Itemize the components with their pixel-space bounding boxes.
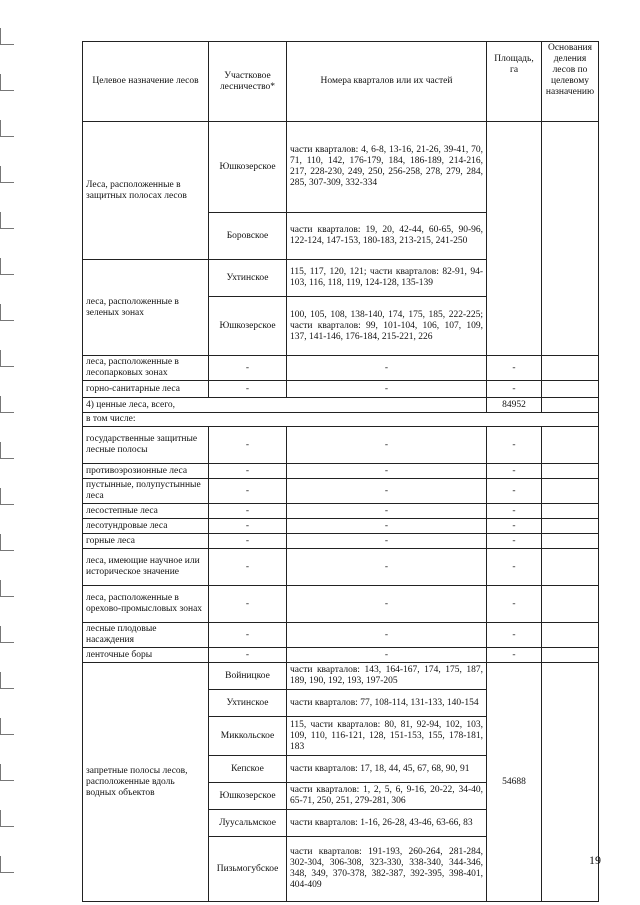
purpose-cell: противоэрозионные леса — [83, 464, 209, 479]
area-cell: 54688 — [487, 663, 542, 902]
district-cell: - — [209, 586, 287, 623]
table-row — [83, 519, 599, 534]
subheading-cell: в том числе: — [83, 413, 599, 427]
table-row — [83, 663, 599, 690]
district-cell: - — [209, 479, 287, 504]
binding-mark — [0, 258, 14, 275]
area-cell: - — [487, 519, 542, 534]
area-cell: - — [487, 381, 542, 398]
quarters-cell: - — [287, 381, 487, 398]
quarters-cell: - — [287, 534, 487, 549]
basis-cell — [542, 504, 599, 519]
basis-cell — [542, 549, 599, 586]
quarters-cell: части кварталов: 1-16, 26-28, 43-46, 63-66, 83 — [287, 810, 487, 837]
table-row — [83, 398, 599, 413]
quarters-cell: - — [287, 648, 487, 663]
district-cell: Миккольское — [209, 717, 287, 756]
area-cell — [487, 122, 542, 356]
binding-mark — [0, 810, 14, 827]
district-cell: - — [209, 381, 287, 398]
table-row — [83, 504, 599, 519]
area-cell: - — [487, 356, 542, 381]
binding-mark — [0, 350, 14, 367]
quarters-cell: части кварталов: 191-193, 260-264, 281-284, 302-304, 306-308, 323-330, 338-340, 344-346, 348, 349, 370-378, 382-387, 392-395, 398-401, 404-409 — [287, 837, 487, 902]
binding-mark — [0, 718, 14, 735]
district-cell: Войницкое — [209, 663, 287, 690]
quarters-cell: - — [287, 464, 487, 479]
table-row — [83, 381, 599, 398]
quarters-cell: части кварталов: 17, 18, 44, 45, 67, 68, 90, 91 — [287, 756, 487, 783]
district-cell: Кепское — [209, 756, 287, 783]
quarters-cell: - — [287, 519, 487, 534]
district-cell: - — [209, 623, 287, 648]
quarters-cell: - — [287, 356, 487, 381]
header-purpose: Целевое назначение лесов — [83, 42, 209, 122]
table-row — [83, 413, 599, 427]
quarters-cell: - — [287, 427, 487, 464]
binding-mark — [0, 488, 14, 505]
district-cell: - — [209, 504, 287, 519]
binding-mark — [0, 442, 14, 459]
district-cell: - — [209, 534, 287, 549]
binding-mark — [0, 304, 14, 321]
district-cell: Юшкозерское — [209, 122, 287, 213]
basis-cell — [542, 534, 599, 549]
binding-mark — [0, 672, 14, 689]
header-basis: Основания деления лесов по целевому назначению — [542, 42, 599, 122]
table-row — [83, 549, 599, 586]
quarters-cell: части кварталов: 19, 20, 42-44, 60-65, 90-96, 122-124, 147-153, 180-183, 213-215, 241-250 — [287, 213, 487, 260]
basis-cell — [542, 479, 599, 504]
quarters-cell: - — [287, 479, 487, 504]
binding-mark — [0, 74, 14, 91]
header-district: Участковое лесничество* — [209, 42, 287, 122]
quarters-cell: 100, 105, 108, 138-140, 174, 175, 185, 222-225; части кварталов: 99, 101-104, 106, 107, 109, 137, 141-146, 176-184, 215-221, 226 — [287, 297, 487, 356]
quarters-cell: части кварталов: 143, 164-167, 174, 175, 187, 189, 190, 192, 193, 197-205 — [287, 663, 487, 690]
table-row — [83, 534, 599, 549]
area-cell: - — [487, 504, 542, 519]
basis-cell — [542, 427, 599, 464]
quarters-cell: части кварталов: 1, 2, 5, 6, 9-16, 20-22, 34-40, 65-71, 250, 251, 279-281, 306 — [287, 783, 487, 810]
basis-cell — [542, 648, 599, 663]
basis-cell — [542, 586, 599, 623]
district-cell: Юшкозерское — [209, 297, 287, 356]
table-row — [83, 648, 599, 663]
district-cell: - — [209, 356, 287, 381]
quarters-cell: части кварталов: 4, 6-8, 13-16, 21-26, 39-41, 70, 71, 110, 142, 176-179, 184, 186-189, 214-216, 217, 228-230, 249, 250, 256-258, 278, 279, 284, 285, 307-309, 332-334 — [287, 122, 487, 213]
district-cell: Пизьмогубское — [209, 837, 287, 902]
binding-mark — [0, 580, 14, 597]
area-cell: - — [487, 479, 542, 504]
district-cell: Ухтинское — [209, 260, 287, 297]
purpose-cell: пустынные, полупустынные леса — [83, 479, 209, 504]
table-row — [83, 427, 599, 464]
area-cell: - — [487, 534, 542, 549]
purpose-cell: лесостепные леса — [83, 504, 209, 519]
binding-mark — [0, 212, 14, 229]
district-cell: - — [209, 549, 287, 586]
forest-purpose-table — [82, 41, 599, 902]
binding-mark — [0, 534, 14, 551]
area-cell: - — [487, 623, 542, 648]
district-cell: Ухтинское — [209, 690, 287, 717]
purpose-cell: леса, расположенные в лесопарковых зонах — [83, 356, 209, 381]
header-area: Площадь, га — [487, 42, 542, 122]
table-row — [83, 623, 599, 648]
basis-cell — [542, 464, 599, 479]
quarters-cell: - — [287, 504, 487, 519]
quarters-cell: - — [287, 623, 487, 648]
basis-cell — [542, 398, 599, 413]
district-cell: Луусальмское — [209, 810, 287, 837]
quarters-cell: 115, 117, 120, 121; части кварталов: 82-91, 94-103, 116, 118, 119, 124-128, 135-139 — [287, 260, 487, 297]
quarters-cell: - — [287, 586, 487, 623]
header-quarters: Номера кварталов или их частей — [287, 42, 487, 122]
district-cell: - — [209, 519, 287, 534]
binding-mark — [0, 396, 14, 413]
basis-cell — [542, 356, 599, 381]
area-cell: - — [487, 549, 542, 586]
page-number: 19 — [589, 853, 601, 867]
district-cell: Юшкозерское — [209, 783, 287, 810]
binding-mark — [0, 120, 14, 137]
purpose-cell: Леса, расположенные в защитных полосах лесов — [83, 122, 209, 260]
purpose-cell: 4) ценные леса, всего, — [83, 398, 487, 413]
purpose-cell: леса, расположенные в зеленых зонах — [83, 260, 209, 356]
quarters-cell: - — [287, 549, 487, 586]
purpose-cell: горные леса — [83, 534, 209, 549]
binding-mark — [0, 166, 14, 183]
quarters-cell: части кварталов: 77, 108-114, 131-133, 140-154 — [287, 690, 487, 717]
table-row — [83, 356, 599, 381]
table-row — [83, 464, 599, 479]
table-row — [83, 479, 599, 504]
area-cell: 84952 — [487, 398, 542, 413]
purpose-cell: лесные плодовые насаждения — [83, 623, 209, 648]
purpose-cell: лесотундровые леса — [83, 519, 209, 534]
purpose-cell: леса, расположенные в орехово-промысловых зонах — [83, 586, 209, 623]
quarters-cell: 115, части кварталов: 80, 81, 92-94, 102, 103, 109, 110, 116-121, 128, 151-153, 155, 178-181, 183 — [287, 717, 487, 756]
binding-mark — [0, 856, 14, 873]
table-header-row — [83, 42, 599, 122]
purpose-cell: горно-санитарные леса — [83, 381, 209, 398]
binding-mark — [0, 626, 14, 643]
basis-cell — [542, 519, 599, 534]
area-cell: - — [487, 586, 542, 623]
purpose-cell: ленточные боры — [83, 648, 209, 663]
basis-cell — [542, 122, 599, 356]
area-cell: - — [487, 648, 542, 663]
table-row — [83, 122, 599, 213]
binding-mark — [0, 28, 14, 45]
basis-cell — [542, 381, 599, 398]
basis-cell — [542, 623, 599, 648]
district-cell: - — [209, 464, 287, 479]
district-cell: Боровское — [209, 213, 287, 260]
purpose-cell: леса, имеющие научное или историческое значение — [83, 549, 209, 586]
purpose-cell: запретные полосы лесов, расположенные вдоль водных объектов — [83, 663, 209, 902]
area-cell: - — [487, 464, 542, 479]
table-row — [83, 586, 599, 623]
district-cell: - — [209, 648, 287, 663]
area-cell: - — [487, 427, 542, 464]
binding-mark — [0, 764, 14, 781]
district-cell: - — [209, 427, 287, 464]
purpose-cell: государственные защитные лесные полосы — [83, 427, 209, 464]
